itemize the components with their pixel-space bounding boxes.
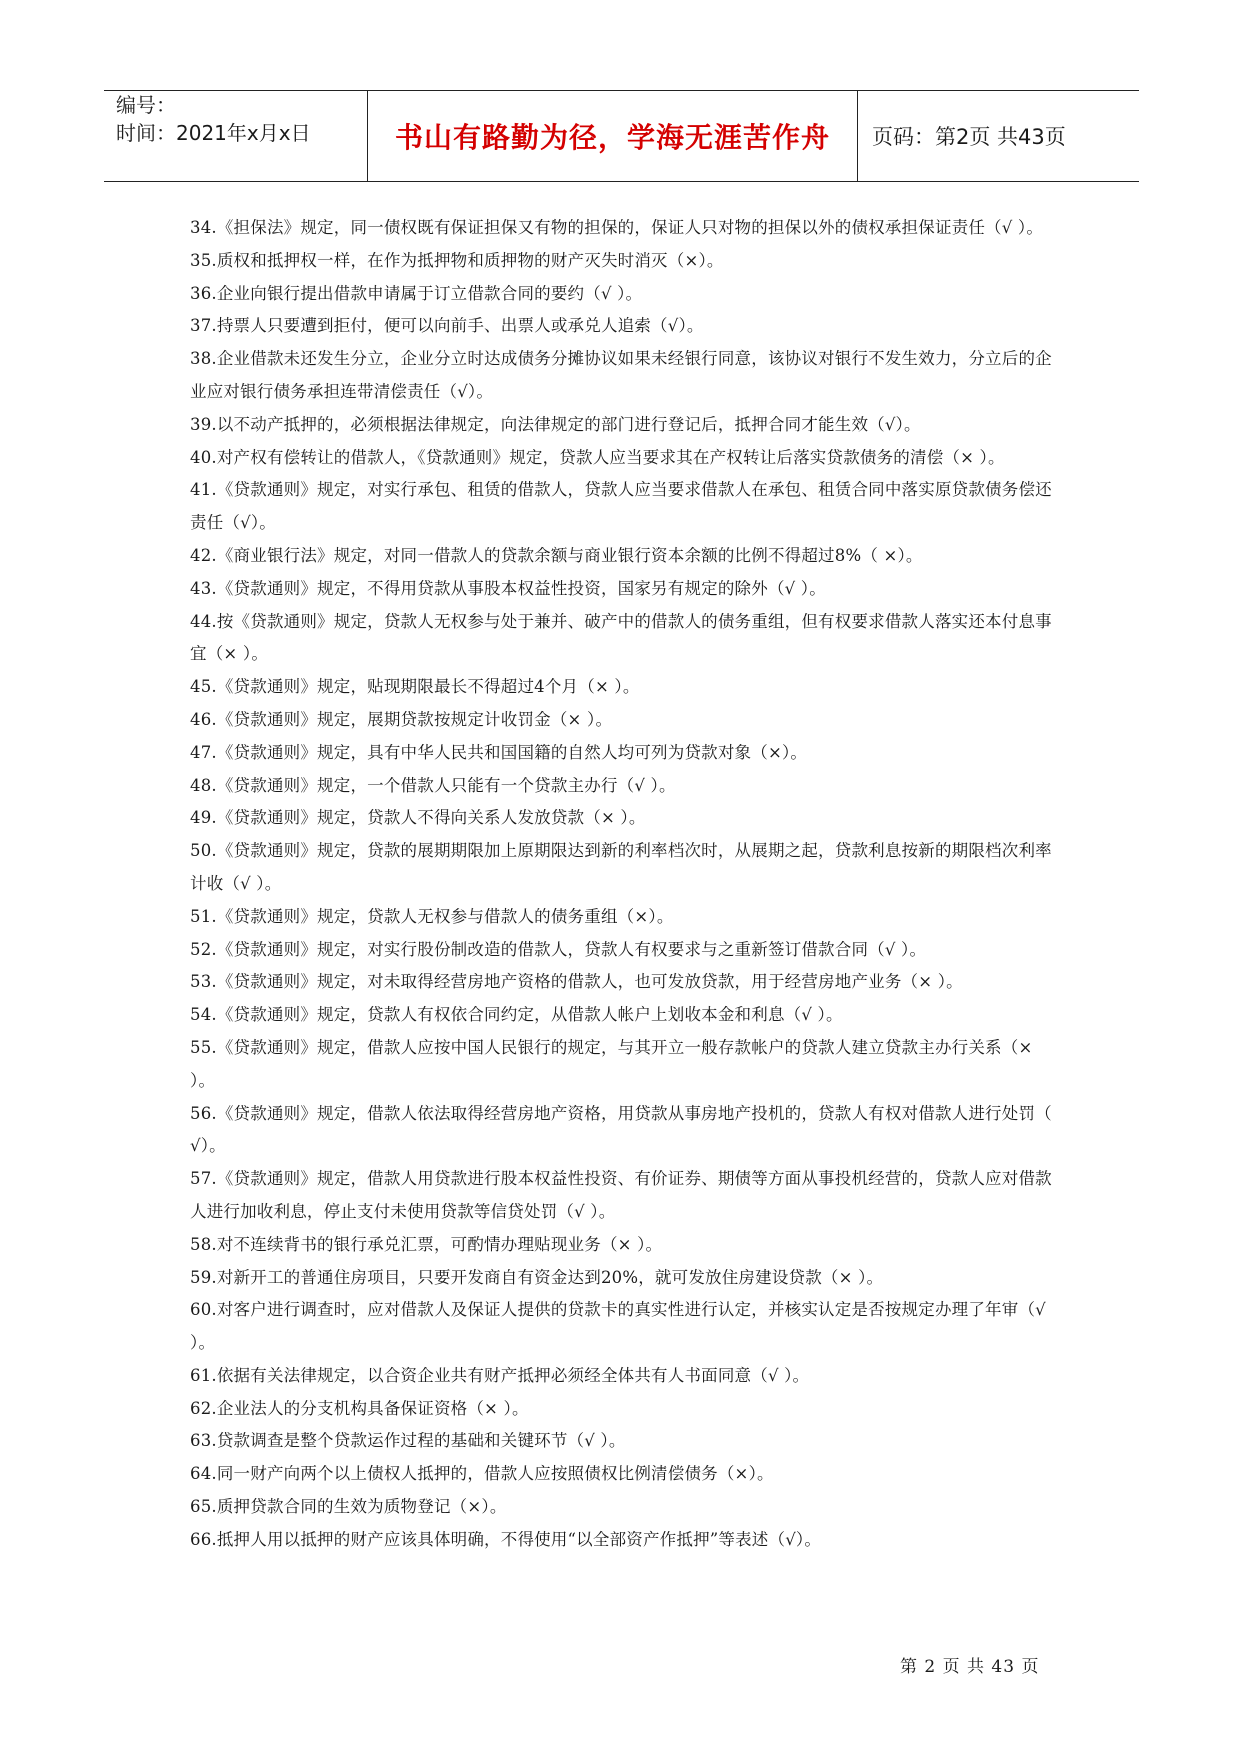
question-item: 34.《担保法》规定，同一债权既有保证担保又有物的担保的，保证人只对物的担保以外的债权承担保证责任（√ ）。 bbox=[190, 218, 1044, 237]
question-item: 36.企业向银行提出借款申请属于订立借款合同的要约（√ ）。 bbox=[190, 283, 643, 303]
document-number-label: 编号： bbox=[116, 93, 176, 117]
question-item: 52.《贷款通则》规定，对实行股份制改造的借款人，贷款人有权要求与之重新签订借款合同（√ ）。 bbox=[190, 939, 927, 959]
header-page-number: 页码：第2页 共43页 bbox=[872, 125, 1066, 149]
question-item: 59.对新开工的普通住房项目，只要开发商自有资金达到20%，就可发放住房建设贷款（× ）。 bbox=[190, 1267, 884, 1287]
header-slogan: 书山有路勤为径，学海无涯苦作舟 bbox=[368, 91, 858, 181]
question-item: 44.按《贷款通则》规定，贷款人无权参与处于兼并、破产中的借款人的债务重组，但有权要求借款人落实还本付息事宜（× ）。 bbox=[190, 611, 1052, 664]
document-time-label: 时间：2021年x月x日 bbox=[116, 121, 311, 145]
question-item: 51.《贷款通则》规定，贷款人无权参与借款人的债务重组（×）。 bbox=[190, 906, 674, 926]
question-item: 35.质权和抵押权一样，在作为抵押物和质押物的财产灭失时消灭（×）。 bbox=[190, 250, 724, 270]
question-item: 61.依据有关法律规定，以合资企业共有财产抵押必须经全体共有人书面同意（√ ）。 bbox=[190, 1365, 810, 1385]
header-meta bbox=[104, 91, 368, 181]
question-item: 53.《贷款通则》规定，对未取得经营房地产资格的借款人，也可发放贷款，用于经营房地产业务（× ）。 bbox=[190, 972, 963, 992]
question-item: 65.质押贷款合同的生效为质物登记（×）。 bbox=[190, 1497, 507, 1517]
question-item: 47.《贷款通则》规定，具有中华人民共和国国籍的自然人均可列为贷款对象（×）。 bbox=[190, 742, 808, 762]
page-header bbox=[104, 90, 1139, 182]
question-item: 39.以不动产抵押的，必须根据法律规定，向法律规定的部门进行登记后，抵押合同才能生效（√）。 bbox=[190, 414, 921, 434]
question-item: 60.对客户进行调查时，应对借款人及保证人提供的贷款卡的真实性进行认定，并核实认定是否按规定办理了年审（√ ）。 bbox=[190, 1300, 1046, 1353]
question-list bbox=[190, 212, 1060, 1557]
question-item: 48.《贷款通则》规定，一个借款人只能有一个贷款主办行（√ ）。 bbox=[190, 775, 676, 795]
question-item: 66.抵押人用以抵押的财产应该具体明确，不得使用“以全部资产作抵押”等表述（√）。 bbox=[190, 1529, 822, 1549]
question-item: 57.《贷款通则》规定，借款人用贷款进行股本权益性投资、有价证券、期债等方面从事投机经营的，贷款人应对借款人进行加收利息，停止支付未使用贷款等信贷处罚（√ ）。 bbox=[190, 1169, 1052, 1221]
question-item: 43.《贷款通则》规定，不得用贷款从事股本权益性投资，国家另有规定的除外（√ ）。 bbox=[190, 578, 826, 598]
question-item: 40.对产权有偿转让的借款人，《贷款通则》规定，贷款人应当要求其在产权转让后落实贷款债务的清偿（× ）。 bbox=[190, 447, 1005, 467]
question-item: 63.贷款调查是整个贷款运作过程的基础和关键环节（√ ）。 bbox=[190, 1431, 626, 1451]
question-item: 54.《贷款通则》规定，贷款人有权依合同约定，从借款人帐户上划收本金和利息（√ ）。 bbox=[190, 1005, 843, 1025]
question-item: 46.《贷款通则》规定，展期贷款按规定计收罚金（× ）。 bbox=[190, 709, 613, 729]
page-footer: 第 2 页 共 43 页 bbox=[900, 1657, 1040, 1677]
question-item: 38.企业借款未还发生分立，企业分立时达成债务分摊协议如果未经银行同意，该协议对银行不发生效力，分立后的企业应对银行债务承担连带清偿责任（√）。 bbox=[190, 349, 1052, 401]
question-item: 50.《贷款通则》规定，贷款的展期期限加上原期限达到新的利率档次时，从展期之起，贷款利息按新的期限档次利率计收（√ ）。 bbox=[190, 841, 1052, 893]
question-item: 64.同一财产向两个以上债权人抵押的，借款人应按照债权比例清偿债务（×）。 bbox=[190, 1464, 774, 1484]
question-item: 58.对不连续背书的银行承兑汇票，可酌情办理贴现业务（× ）。 bbox=[190, 1234, 663, 1254]
question-item: 42.《商业银行法》规定，对同一借款人的贷款余额与商业银行资本余额的比例不得超过8%（ ×）。 bbox=[190, 545, 923, 565]
question-item: 37.持票人只要遭到拒付，便可以向前手、出票人或承兑人追索（√）。 bbox=[190, 316, 704, 336]
question-item: 49.《贷款通则》规定，贷款人不得向关系人发放贷款（× ）。 bbox=[190, 808, 646, 828]
question-item: 41.《贷款通则》规定，对实行承包、租赁的借款人，贷款人应当要求借款人在承包、租赁合同中落实原贷款债务偿还责任（√）。 bbox=[190, 480, 1052, 533]
question-item: 56.《贷款通则》规定，借款人依法取得经营房地产资格，用贷款从事房地产投机的，贷款人有权对借款人进行处罚（ √）。 bbox=[190, 1103, 1052, 1156]
question-item: 62.企业法人的分支机构具备保证资格（× ）。 bbox=[190, 1398, 529, 1418]
question-item: 45.《贷款通则》规定，贴现期限最长不得超过4个月（× ）。 bbox=[190, 677, 640, 697]
question-item: 55.《贷款通则》规定，借款人应按中国人民银行的规定，与其开立一般存款帐户的贷款人建立贷款主办行关系（× ）。 bbox=[190, 1037, 1033, 1090]
